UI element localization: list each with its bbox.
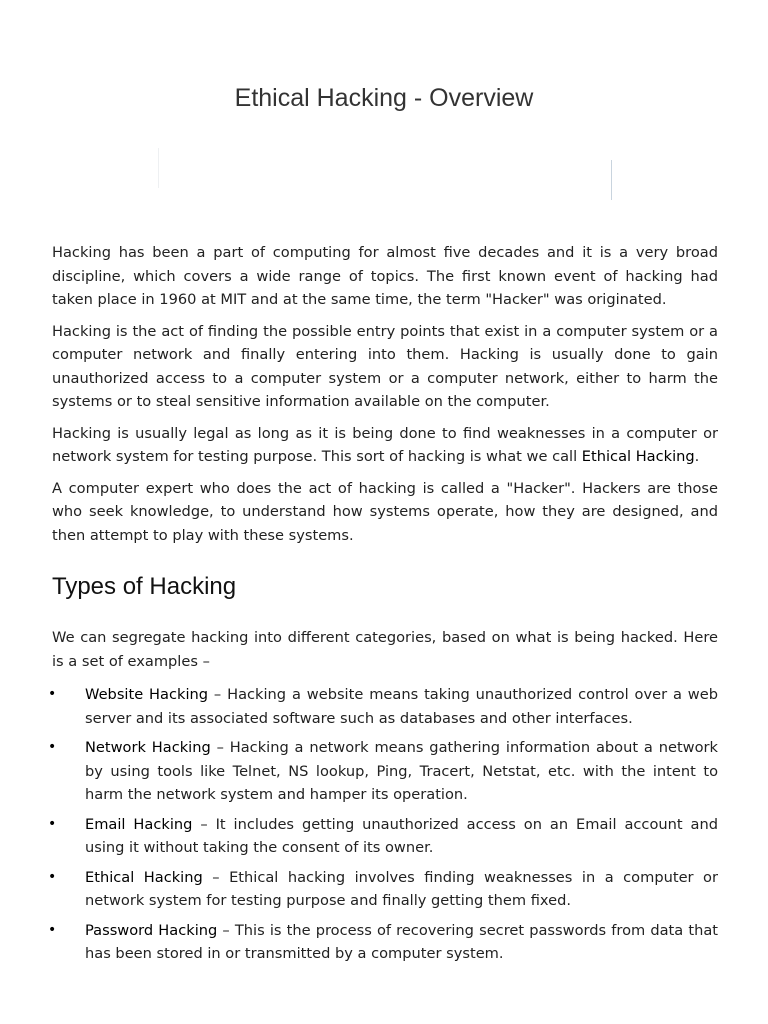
list-item-term: Network Hacking bbox=[85, 739, 211, 756]
list-item-text: – This is the process of recovering secret passwords from data that has been stored in or transmitted by a computer system. bbox=[85, 921, 719, 962]
list-item bbox=[48, 683, 718, 730]
bullet-icon: • bbox=[48, 868, 57, 885]
list-item-term: Ethical Hacking bbox=[85, 868, 203, 886]
list-item-term: Password Hacking bbox=[85, 921, 218, 939]
bullet-icon: • bbox=[48, 815, 57, 832]
divider-line-right bbox=[611, 160, 612, 200]
list-item-text: – Hacking a network means gathering information about a network by using tools like Telnet, NS lookup, Ping, Tracert, Netstat, etc. with the intent to harm the network system and hamper its operation. bbox=[85, 739, 718, 803]
bullet-icon: • bbox=[48, 686, 57, 702]
list-item bbox=[48, 813, 719, 860]
intro-paragraph-3-end: . bbox=[694, 448, 700, 465]
intro-paragraph-3 bbox=[52, 422, 718, 469]
types-lead-paragraph: We can segregate hacking into different categories, based on what is being hacked. Here is a set of examples – bbox=[52, 629, 718, 670]
list-item-term: Website Hacking bbox=[85, 686, 209, 703]
bullet-icon: • bbox=[48, 739, 57, 755]
intro-paragraph-4: A computer expert who does the act of hacking is called a "Hacker". Hackers are those who seek knowledge, to understand how systems operate, how they are designed, and then attempt to play with these systems. bbox=[52, 479, 718, 544]
page-title: Ethical Hacking - Overview bbox=[234, 84, 534, 112]
list-item bbox=[48, 736, 718, 807]
list-item-term: Email Hacking bbox=[85, 815, 193, 833]
list-item-text: – Ethical hacking involves finding weaknesses in a computer or network system for testing purpose and finally getting them fixed. bbox=[85, 868, 718, 909]
intro-paragraph-1: Hacking has been a part of computing for almost five decades and it is a very broad discipline, which covers a wide range of topics. The first known event of hacking had taken place in 1960 at MIT and at the same time, the term "Hacker" was originated. bbox=[52, 244, 718, 308]
bullet-icon: • bbox=[48, 921, 57, 938]
article-body bbox=[48, 241, 719, 972]
list-item bbox=[48, 866, 718, 913]
list-item bbox=[48, 919, 719, 966]
hacking-types-list bbox=[48, 683, 719, 966]
section-heading-types: Types of Hacking bbox=[52, 573, 237, 600]
ethical-hacking-term: Ethical Hacking bbox=[581, 448, 695, 465]
list-item-text: – It includes getting unauthorized access on an Email account and using it without taking the consent of its owner. bbox=[85, 815, 719, 856]
list-item-text: – Hacking a website means taking unauthorized control over a web server and its associated software such as databases and other interfaces. bbox=[85, 686, 718, 727]
intro-paragraph-3-text: Hacking is usually legal as long as it is being done to find weaknesses in a computer or network system for testing purpose. This sort of hacking is what we call bbox=[52, 424, 718, 465]
divider-line-left bbox=[158, 148, 159, 188]
intro-paragraph-2: Hacking is the act of finding the possible entry points that exist in a computer system or a computer network and finally entering into them. Hacking is usually done to gain unauthorized access to a computer system or a computer network, either to harm the systems or to steal sensitive information available on the computer. bbox=[52, 322, 718, 410]
